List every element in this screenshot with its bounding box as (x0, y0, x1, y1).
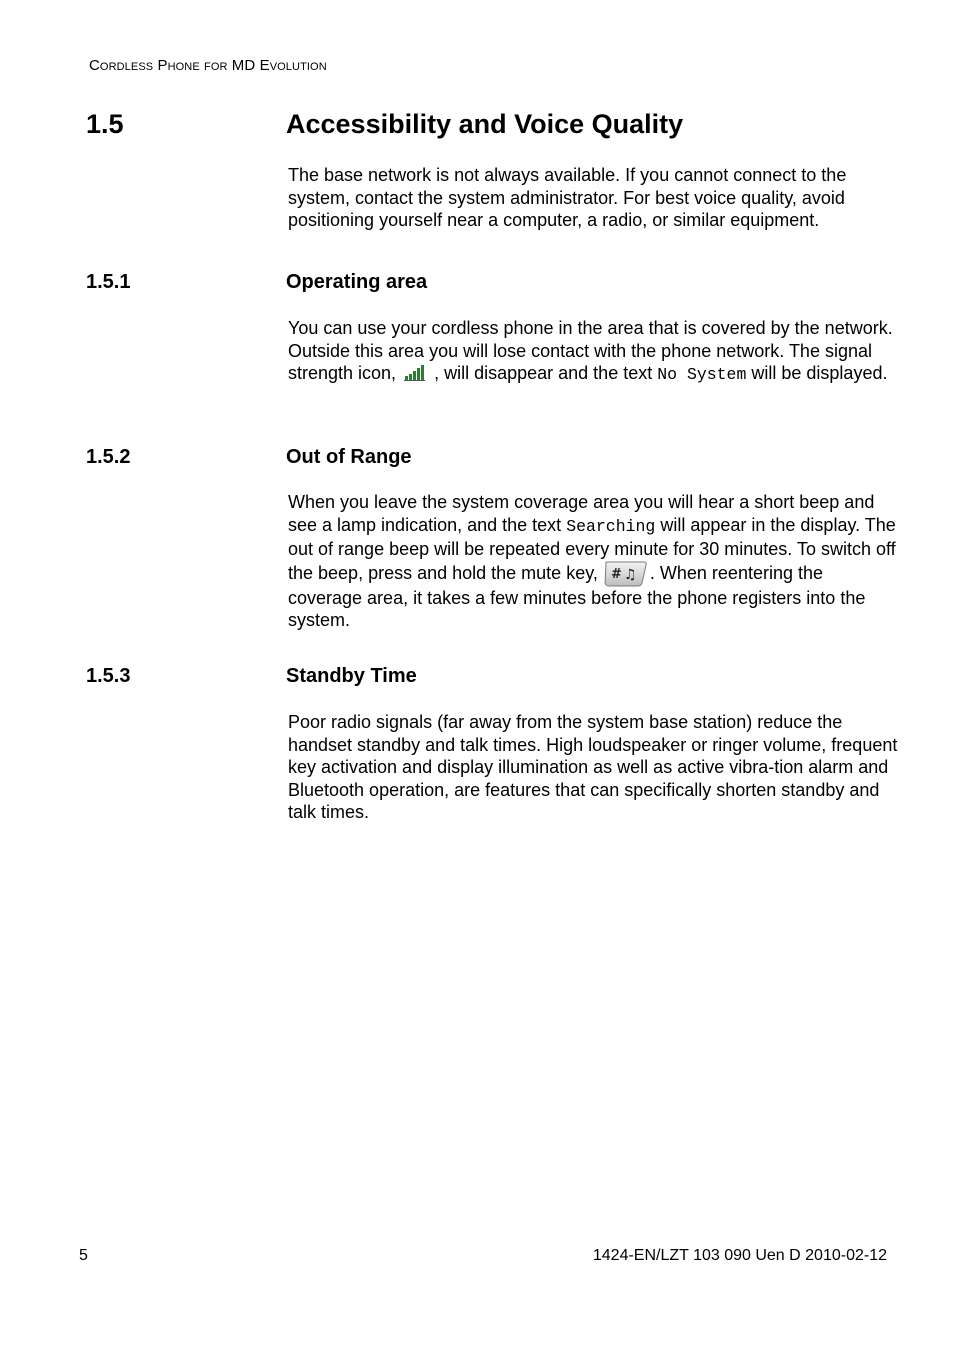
display-text-searching: Searching (566, 516, 656, 536)
section-title-1-5-1: Operating area (286, 271, 428, 293)
section-title-1-5-2: Out of Range (286, 446, 412, 468)
section-number-1-5-1: 1.5.1 (86, 271, 131, 293)
body-text: will appear in the display. The out of range beep will be repeated every minute for 30 minutes. To switch off the beep, press and hold the mute key, (288, 514, 896, 583)
section-number-1-5-3: 1.5.3 (86, 665, 131, 687)
body-text: When reentering the coverage area, it takes a few minutes before the phone registers into the system. (288, 562, 866, 631)
body-text: will be displayed. (751, 363, 888, 384)
running-header: Cordless Phone for MD Evolution (89, 57, 327, 74)
signal-strength-icon (404, 364, 426, 380)
body-text: You can use your cordless phone in the area that is covered by the network. Outside this area you will lose contact with the phone network. The signal strength icon, (288, 318, 893, 384)
mute-key-icon (602, 561, 648, 587)
body-text: When you leave the system coverage area you will hear a short beep and see a lamp indication, and the text (288, 492, 875, 535)
svg-text:♫: ♫ (623, 566, 637, 583)
section-number-1-5: 1.5 (86, 109, 124, 139)
section-body-1-5-1 (288, 317, 898, 387)
section-body-1-5-2 (288, 491, 898, 632)
section-number-1-5-2: 1.5.2 (86, 446, 131, 468)
svg-text:#: # (610, 566, 622, 582)
document-id: 1424-EN/LZT 103 090 Uen D 2010-02-12 (592, 1247, 887, 1264)
section-title-1-5: Accessibility and Voice Quality (286, 109, 684, 139)
section-body-1-5: The base network is not always available. If you cannot connect to the system, contact the system administrator. For best voice quality, avoid positioning yourself near a computer, a radio, or similar equipment. (288, 165, 847, 231)
section-body-1-5-3: Poor radio signals (far away from the system base station) reduce the handset standby and talk times. High loudspeaker or ringer volume, frequent key activation and display illumination as well as active vibra-tion alarm and Bluetooth operation, are features that can specifically shorten standby and talk times. (288, 712, 898, 823)
body-text: . (649, 562, 655, 583)
section-title-1-5-3: Standby Time (286, 665, 417, 687)
body-text: , will disappear and the text (434, 363, 653, 384)
page-number: 5 (79, 1247, 88, 1264)
display-text-no-system: No System (657, 365, 747, 385)
